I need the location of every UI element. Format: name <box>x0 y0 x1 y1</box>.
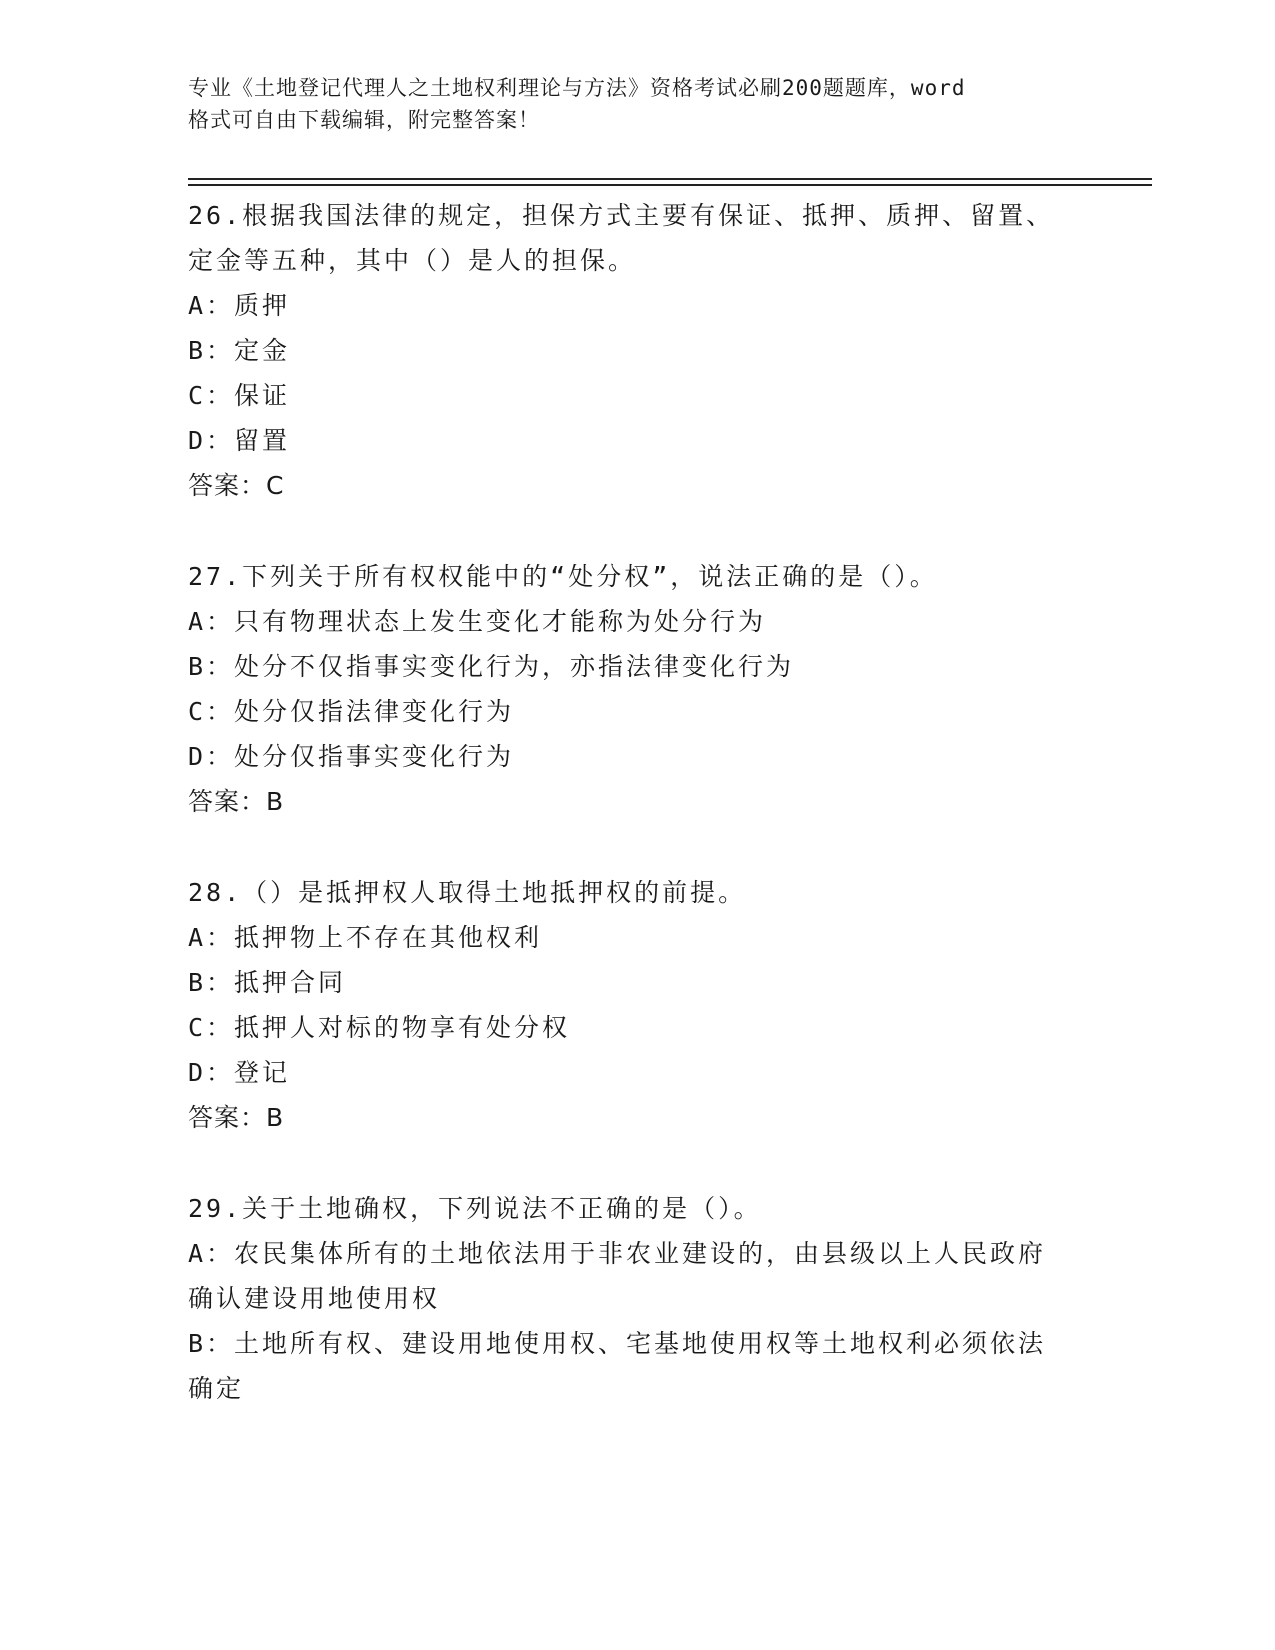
option-a: A：质押 <box>188 291 291 320</box>
header-divider-bottom <box>188 184 1152 186</box>
option-b: B：抵押合同 <box>188 968 347 997</box>
option-d: D：登记 <box>188 1058 291 1087</box>
option-b-continued: 确定 <box>188 1374 245 1403</box>
option-c: C：处分仅指法律变化行为 <box>188 697 515 726</box>
question-27 <box>188 554 1088 824</box>
option-b: B：定金 <box>188 336 291 365</box>
question-stem: 28.（）是抵押权人取得土地抵押权的前提。 <box>188 878 747 907</box>
question-list <box>188 193 1088 1457</box>
document-header <box>188 72 1068 136</box>
question-28 <box>188 870 1088 1140</box>
answer-line: 答案：B <box>188 787 285 816</box>
answer-line: 答案：B <box>188 1103 285 1132</box>
question-stem: 29.关于土地确权，下列说法不正确的是（）。 <box>188 1194 762 1223</box>
option-c: C：抵押人对标的物享有处分权 <box>188 1013 571 1042</box>
option-a: A：只有物理状态上发生变化才能称为处分行为 <box>188 607 767 636</box>
option-c: C：保证 <box>188 381 291 410</box>
option-a-continued: 确认建设用地使用权 <box>188 1284 441 1313</box>
option-b: B：土地所有权、建设用地使用权、宅基地使用权等土地权利必须依法 <box>188 1329 1047 1358</box>
question-stem-continued: 定金等五种，其中（）是人的担保。 <box>188 246 637 275</box>
answer-line: 答案：C <box>188 471 285 500</box>
question-29 <box>188 1186 1088 1411</box>
header-line-2: 格式可自由下载编辑，附完整答案！ <box>188 108 540 132</box>
option-d: D：处分仅指事实变化行为 <box>188 742 515 771</box>
question-stem: 27.下列关于所有权权能中的“处分权”，说法正确的是（）。 <box>188 562 938 591</box>
option-b: B：处分不仅指事实变化行为，亦指法律变化行为 <box>188 652 795 681</box>
option-a: A：农民集体所有的土地依法用于非农业建设的，由县级以上人民政府 <box>188 1239 1047 1268</box>
question-stem: 26.根据我国法律的规定，担保方式主要有保证、抵押、质押、留置、 <box>188 201 1055 230</box>
question-26 <box>188 193 1088 508</box>
option-d: D：留置 <box>188 426 291 455</box>
header-divider-top <box>188 178 1152 180</box>
header-line-1: 专业《土地登记代理人之土地权利理论与方法》资格考试必刷200题题库，word <box>188 76 966 100</box>
option-a: A：抵押物上不存在其他权利 <box>188 923 543 952</box>
